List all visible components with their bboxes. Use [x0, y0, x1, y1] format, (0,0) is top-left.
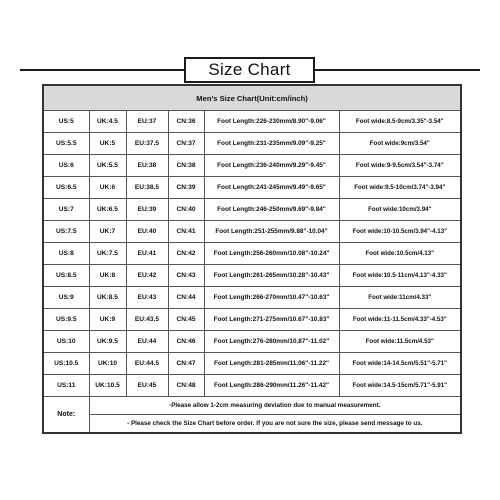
table-row — [43, 111, 461, 133]
foot-width-cell: Foot wide:9cm/3.54" — [339, 133, 461, 155]
foot-length-cell: Foot Length:281-285mm/11.06"-11.22" — [204, 353, 339, 375]
uk-size-cell: UK:7.5 — [89, 243, 126, 265]
title-rule-right — [315, 69, 480, 71]
uk-size-cell: UK:4.5 — [89, 111, 126, 133]
note-row — [43, 397, 461, 415]
note-line-2: - Please check the Size Chart before order. If you are not sure the size, please send message to us. — [89, 415, 461, 433]
uk-size-cell: UK:9 — [89, 309, 126, 331]
us-size-cell: US:11 — [43, 375, 89, 397]
table-row — [43, 353, 461, 375]
table-row — [43, 199, 461, 221]
eu-size-cell: EU:44.5 — [126, 353, 168, 375]
foot-width-cell: Foot wide:14.5-15cm/5.71"-5.91" — [339, 375, 461, 397]
uk-size-cell: UK:7 — [89, 221, 126, 243]
note-row — [43, 415, 461, 433]
foot-length-cell: Foot Length:236-240mm/9.29"-9.45" — [204, 155, 339, 177]
us-size-cell: US:9.5 — [43, 309, 89, 331]
title-rule-left — [20, 69, 184, 71]
cn-size-cell: CN:38 — [168, 155, 204, 177]
foot-length-cell: Foot Length:231-235mm/9.09"-9.25" — [204, 133, 339, 155]
uk-size-cell: UK:6.5 — [89, 199, 126, 221]
foot-length-cell: Foot Length:226-230mm/8.90"-9.06" — [204, 111, 339, 133]
size-rows — [43, 111, 461, 397]
us-size-cell: US:7 — [43, 199, 89, 221]
eu-size-cell: EU:43.5 — [126, 309, 168, 331]
table-row — [43, 287, 461, 309]
cn-size-cell: CN:47 — [168, 353, 204, 375]
eu-size-cell: EU:40 — [126, 221, 168, 243]
us-size-cell: US:10 — [43, 331, 89, 353]
foot-length-cell: Foot Length:271-275mm/10.67"-10.83" — [204, 309, 339, 331]
table-row — [43, 177, 461, 199]
page-title: Size Chart — [184, 57, 315, 83]
us-size-cell: US:6 — [43, 155, 89, 177]
foot-width-cell: Foot wide:10-10.5cm/3.94"-4.13" — [339, 221, 461, 243]
foot-width-cell: Foot wide:10cm/3.94" — [339, 199, 461, 221]
foot-width-cell: Foot wide:9.5-10cm/3.74"-3.94" — [339, 177, 461, 199]
foot-width-cell: Foot wide:14-14.5cm/5.51"-5.71" — [339, 353, 461, 375]
cn-size-cell: CN:37 — [168, 133, 204, 155]
table-row — [43, 221, 461, 243]
foot-width-cell: Foot wide:9-9.5cm/3.54"-3.74" — [339, 155, 461, 177]
eu-size-cell: EU:38 — [126, 155, 168, 177]
cn-size-cell: CN:48 — [168, 375, 204, 397]
eu-size-cell: EU:37.5 — [126, 133, 168, 155]
foot-length-cell: Foot Length:276-280mm/10.87"-11.02" — [204, 331, 339, 353]
table-header-row — [43, 85, 461, 111]
eu-size-cell: EU:42 — [126, 265, 168, 287]
foot-width-cell: Foot wide:10.5cm/4.13" — [339, 243, 461, 265]
eu-size-cell: EU:41 — [126, 243, 168, 265]
table-row — [43, 155, 461, 177]
foot-width-cell: Foot wide:11cm/4.33" — [339, 287, 461, 309]
foot-length-cell: Foot Length:261-265mm/10.28"-10.43" — [204, 265, 339, 287]
uk-size-cell: UK:10 — [89, 353, 126, 375]
note-line-1: -Please allow 1-2cm measuring deviation due to manual measurement. — [89, 397, 461, 415]
uk-size-cell: UK:6 — [89, 177, 126, 199]
foot-width-cell: Foot wide:11.5cm/4.53" — [339, 331, 461, 353]
uk-size-cell: UK:5.5 — [89, 155, 126, 177]
cn-size-cell: CN:40 — [168, 199, 204, 221]
us-size-cell: US:9 — [43, 287, 89, 309]
foot-length-cell: Foot Length:256-260mm/10.08"-10.24" — [204, 243, 339, 265]
cn-size-cell: CN:44 — [168, 287, 204, 309]
table-row — [43, 265, 461, 287]
foot-width-cell: Foot wide:10.5-11cm/4.13"-4.33" — [339, 265, 461, 287]
cn-size-cell: CN:36 — [168, 111, 204, 133]
us-size-cell: US:10.5 — [43, 353, 89, 375]
table-row — [43, 375, 461, 397]
foot-length-cell: Foot Length:286-290mm/11.26"-11.42" — [204, 375, 339, 397]
uk-size-cell: UK:9.5 — [89, 331, 126, 353]
us-size-cell: US:5 — [43, 111, 89, 133]
us-size-cell: US:7.5 — [43, 221, 89, 243]
cn-size-cell: CN:42 — [168, 243, 204, 265]
eu-size-cell: EU:38.5 — [126, 177, 168, 199]
eu-size-cell: EU:45 — [126, 375, 168, 397]
cn-size-cell: CN:41 — [168, 221, 204, 243]
table-row — [43, 133, 461, 155]
foot-length-cell: Foot Length:266-270mm/10.47"-10.63" — [204, 287, 339, 309]
us-size-cell: US:5.5 — [43, 133, 89, 155]
cn-size-cell: CN:43 — [168, 265, 204, 287]
note-label: Note: — [43, 397, 89, 433]
eu-size-cell: EU:37 — [126, 111, 168, 133]
us-size-cell: US:8.5 — [43, 265, 89, 287]
us-size-cell: US:6.5 — [43, 177, 89, 199]
table-row — [43, 331, 461, 353]
cn-size-cell: CN:45 — [168, 309, 204, 331]
eu-size-cell: EU:44 — [126, 331, 168, 353]
size-chart-table — [42, 84, 462, 434]
cn-size-cell: CN:46 — [168, 331, 204, 353]
table-row — [43, 309, 461, 331]
uk-size-cell: UK:10.5 — [89, 375, 126, 397]
uk-size-cell: UK:5 — [89, 133, 126, 155]
foot-length-cell: Foot Length:241-245mm/9.49"-9.65" — [204, 177, 339, 199]
uk-size-cell: UK:8 — [89, 265, 126, 287]
foot-length-cell: Foot Length:246-250mm/9.69"-9.84" — [204, 199, 339, 221]
eu-size-cell: EU:43 — [126, 287, 168, 309]
foot-width-cell: Foot wide:11-11.5cm/4.33"-4.53" — [339, 309, 461, 331]
us-size-cell: US:8 — [43, 243, 89, 265]
eu-size-cell: EU:39 — [126, 199, 168, 221]
foot-length-cell: Foot Length:251-255mm/9.88"-10.04" — [204, 221, 339, 243]
uk-size-cell: UK:8.5 — [89, 287, 126, 309]
cn-size-cell: CN:39 — [168, 177, 204, 199]
table-row — [43, 243, 461, 265]
foot-width-cell: Foot wide:8.5-9cm/3.35"-3.54" — [339, 111, 461, 133]
table-header: Men's Size Chart(Unit:cm/inch) — [43, 85, 461, 111]
